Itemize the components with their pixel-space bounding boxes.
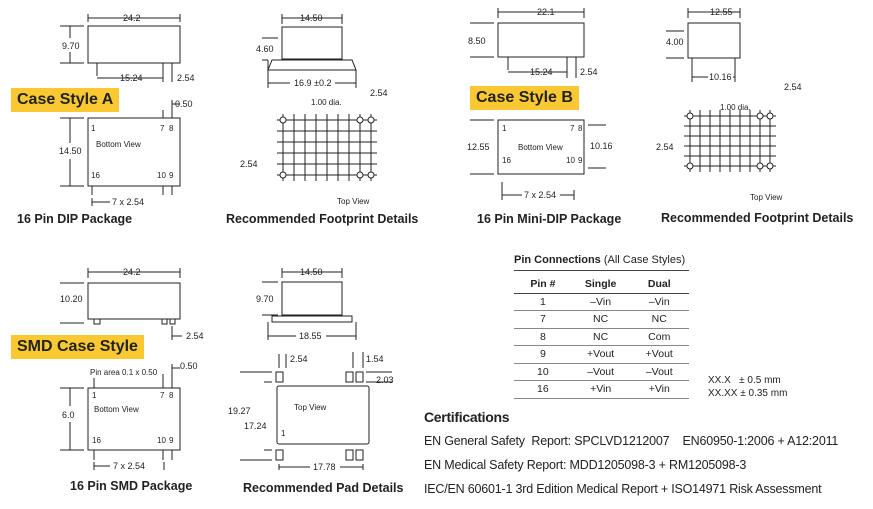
smd-pad-caption: Recommended Pad Details — [243, 481, 404, 495]
case-b-pitch-note: 7 x 2.54 — [524, 190, 557, 200]
case-b-pitch-dim: 15.24 — [530, 67, 553, 77]
case-a-body — [88, 26, 180, 63]
table-row — [514, 311, 689, 329]
smd-pad-side — [262, 268, 356, 340]
case-a-pin-10: 10 — [157, 171, 166, 180]
pin-table-title — [514, 254, 685, 266]
case-a-fp-left-pitch: 2.54 — [240, 159, 258, 169]
case-a-footprint-side — [262, 14, 356, 88]
case-b-footprint-grid — [684, 110, 776, 172]
table-cell: +Vout — [572, 346, 630, 364]
case-a-pin-8: 8 — [169, 124, 174, 133]
table-cell: 10 — [514, 363, 572, 381]
table-cell: +Vin — [630, 381, 690, 399]
pin-hole — [280, 117, 286, 123]
case-b-bottom-label: Bottom View — [518, 143, 563, 152]
smd-side-view — [60, 268, 182, 340]
table-cell: –Vout — [572, 363, 630, 381]
smd-pin-1: 1 — [92, 391, 97, 400]
case-a-pin-offset: 0.50 — [175, 99, 193, 109]
table-cell: Com — [630, 328, 690, 346]
table-cell: 7 — [514, 311, 572, 329]
pin-hole — [757, 163, 763, 169]
pin-hole — [757, 113, 763, 119]
case-b-bottom-right: 10.16 — [590, 141, 613, 151]
case-a-fp-view: Top View — [337, 197, 370, 206]
pin-table — [514, 276, 689, 399]
tolerance-notes — [708, 374, 787, 400]
table-row — [514, 381, 689, 399]
smd-pin-9: 9 — [169, 436, 174, 445]
smd-caption: 16 Pin SMD Package — [70, 479, 193, 493]
case-a-fp-width: 14.50 — [300, 13, 323, 23]
case-b-pin-7: 7 — [570, 124, 575, 133]
dual-col-header: Dual — [630, 276, 690, 293]
table-cell: NC — [572, 328, 630, 346]
case-a-footprint-grid — [277, 114, 377, 181]
case-b-fp-spacing: 10.16 — [709, 72, 732, 82]
smd-pad-side-base: 18.55 — [299, 331, 322, 341]
case-b-pin-10: 10 — [566, 156, 575, 165]
smd-bottom-label: Bottom View — [94, 405, 139, 414]
pin-table-subtitle: (All Case Styles) — [603, 254, 686, 266]
table-cell: –Vout — [630, 363, 690, 381]
smd-width-dim: 24.2 — [123, 267, 141, 277]
case-b-fp-pitch: 2.54 — [784, 82, 802, 92]
case-b-pin-16: 16 — [502, 156, 511, 165]
case-a-pitch-note: 7 x 2.54 — [112, 197, 145, 207]
smd-bottom-view — [60, 364, 180, 470]
case-a-pitch-dim: 15.24 — [120, 73, 143, 83]
pin-table-header — [514, 276, 689, 293]
pin-hole — [280, 172, 286, 178]
smd-pad-side-width: 14.50 — [300, 267, 323, 277]
case-a-fp-height: 4.60 — [256, 44, 274, 54]
pin-hole — [368, 117, 374, 123]
cert-line-medical: EN Medical Safety Report: MDD1205098-3 + RM1205098-3 — [424, 458, 747, 472]
case-a-fp-caption: Recommended Footprint Details — [226, 212, 419, 226]
smd-pad-width: 1.54 — [366, 354, 384, 364]
case-b-caption: 16 Pin Mini-DIP Package — [477, 212, 622, 226]
case-a-pinw-dim: 2.54 — [177, 73, 195, 83]
case-b-fp-height: 4.00 — [666, 37, 684, 47]
case-b-fp-hole: 1.00 dia. — [720, 103, 751, 112]
case-style-b-banner: Case Style B — [470, 86, 579, 110]
table-cell: –Vin — [630, 293, 690, 311]
smd-pin-10: 10 — [157, 436, 166, 445]
pin-hole — [687, 163, 693, 169]
pin-hole — [368, 172, 374, 178]
smd-pin-offset: 0.50 — [180, 361, 198, 371]
case-a-pin-9: 9 — [169, 171, 174, 180]
case-a-fp-spacing: 16.9 ±0.2 — [294, 78, 332, 88]
case-a-pin-1: 1 — [91, 124, 96, 133]
smd-pad-bottom: 17.78 — [313, 462, 336, 472]
table-cell: –Vin — [572, 293, 630, 311]
case-b-fp-width: 12.55 — [710, 7, 733, 17]
case-b-fp-caption: Recommended Footprint Details — [661, 211, 854, 225]
case-b-pin-1: 1 — [502, 124, 507, 133]
case-a-bottom-height: 14.50 — [59, 146, 82, 156]
pin-hole — [357, 172, 363, 178]
table-cell: NC — [572, 311, 630, 329]
pin-hole — [687, 113, 693, 119]
case-a-height-dim: 9.70 — [62, 41, 80, 51]
case-a-bottom-label: Bottom View — [96, 140, 141, 149]
smd-case-style-banner: SMD Case Style — [11, 335, 144, 359]
pin-col-header: Pin # — [514, 276, 572, 293]
smd-pinw-dim: 2.54 — [186, 331, 204, 341]
smd-pad-outer: 19.27 — [228, 406, 251, 416]
case-a-fp-hole: 1.00 dia. — [311, 98, 342, 107]
smd-pad-height: 2.03 — [376, 375, 394, 385]
case-b-width-dim: 22.1 — [537, 7, 555, 17]
table-cell: NC — [630, 311, 690, 329]
smd-pad-inner: 17.24 — [244, 421, 267, 431]
table-row — [514, 363, 689, 381]
certifications-title: Certifications — [424, 409, 510, 425]
single-col-header: Single — [572, 276, 630, 293]
tolerance-line-1: XX.X ± 0.5 mm — [708, 375, 781, 386]
case-b-bottom-view — [470, 120, 606, 200]
table-row — [514, 346, 689, 364]
pin-table-title-main: Pin Connections — [514, 254, 601, 266]
cert-line-general: EN General Safety Report: SPCLVD1212007 EN60950-1:2006 + A12:2011 — [424, 434, 839, 448]
case-a-pin-16: 16 — [91, 171, 100, 180]
smd-pad-view: Top View — [294, 403, 327, 412]
case-b-pin-8: 8 — [578, 124, 583, 133]
pin-hole — [767, 163, 773, 169]
smd-pin-7: 7 — [160, 391, 165, 400]
table-row — [514, 293, 689, 311]
table-cell: 16 — [514, 381, 572, 399]
case-b-pin-9: 9 — [578, 156, 583, 165]
smd-pin-8: 8 — [169, 391, 174, 400]
case-b-fp-left-pitch: 2.54 — [656, 142, 674, 152]
case-a-width-dim: 24.2 — [123, 13, 141, 23]
case-b-side-view — [470, 8, 584, 78]
smd-pad-pin1: 1 — [281, 429, 286, 438]
smd-pin-area: Pin area 0.1 x 0.50 — [90, 368, 158, 377]
smd-pitch-note: 7 x 2.54 — [113, 461, 146, 471]
table-cell: 9 — [514, 346, 572, 364]
case-style-a-banner: Case Style A — [11, 88, 119, 112]
case-b-bottom-height: 12.55 — [467, 142, 490, 152]
case-a-pin-7: 7 — [160, 124, 165, 133]
smd-pin-16: 16 — [92, 436, 101, 445]
case-b-fp-view: Top View — [750, 193, 783, 202]
table-cell: 8 — [514, 328, 572, 346]
tolerance-line-2: XX.XX ± 0.35 mm — [708, 388, 788, 399]
case-b-pinw-dim: 2.54 — [580, 67, 598, 77]
smd-height-dim: 10.20 — [60, 294, 83, 304]
smd-bottom-height: 6.0 — [62, 410, 75, 420]
pin-table-rule — [514, 270, 689, 271]
pin-hole — [357, 117, 363, 123]
smd-pad-pitch: 2.54 — [290, 354, 308, 364]
case-b-height-dim: 8.50 — [468, 36, 486, 46]
table-cell: +Vin — [572, 381, 630, 399]
case-a-fp-pitch: 2.54 — [370, 88, 388, 98]
cert-line-iec: IEC/EN 60601-1 3rd Edition Medical Report + ISO14971 Risk Assessment — [424, 482, 822, 496]
table-cell: +Vout — [630, 346, 690, 364]
case-a-caption: 16 Pin DIP Package — [17, 212, 133, 226]
pin-hole — [767, 113, 773, 119]
smd-pad-side-height: 9.70 — [256, 294, 274, 304]
table-cell: 1 — [514, 293, 572, 311]
table-row — [514, 328, 689, 346]
